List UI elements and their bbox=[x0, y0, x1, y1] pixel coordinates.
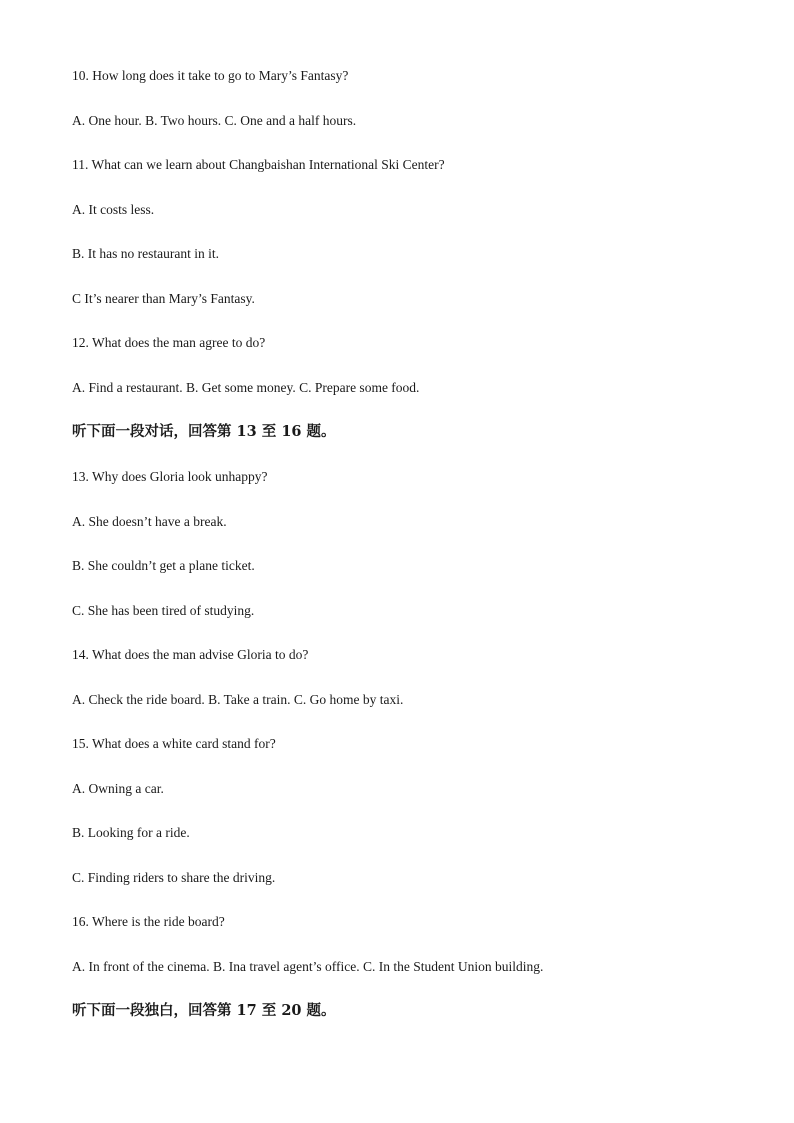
question-16-options: A. In front of the cinema. B. Ina travel agent’s office. C. In the Student Union building. bbox=[72, 959, 544, 974]
question-12: 12. What does the man agree to do? bbox=[72, 335, 266, 350]
question-15-option-a: A. Owning a car. bbox=[72, 781, 164, 796]
question-10-options: A. One hour. B. Two hours. C. One and a half hours. bbox=[72, 113, 357, 128]
question-15: 15. What does a white card stand for? bbox=[72, 736, 276, 751]
question-11-option-b: B. It has no restaurant in it. bbox=[72, 246, 219, 261]
question-11-option-c: C It’s nearer than Mary’s Fantasy. bbox=[72, 291, 255, 306]
question-15-option-c: C. Finding riders to share the driving. bbox=[72, 870, 276, 885]
question-15-option-b: B. Looking for a ride. bbox=[72, 825, 190, 840]
question-13: 13. Why does Gloria look unhappy? bbox=[72, 469, 268, 484]
question-11: 11. What can we learn about Changbaishan International Ski Center? bbox=[72, 157, 445, 172]
question-16: 16. Where is the ride board? bbox=[72, 914, 225, 929]
question-13-option-c: C. She has been tired of studying. bbox=[72, 603, 255, 618]
question-13-option-b: B. She couldn’t get a plane ticket. bbox=[72, 558, 255, 573]
question-10: 10. How long does it take to go to Mary’s Fantasy? bbox=[72, 68, 349, 83]
question-12-options: A. Find a restaurant. B. Get some money. C. Prepare some food. bbox=[72, 380, 420, 395]
question-14: 14. What does the man advise Gloria to do? bbox=[72, 647, 309, 662]
question-13-option-a: A. She doesn’t have a break. bbox=[72, 514, 227, 529]
section-heading-13-16: 听下面一段对话，回答第 13 至 16 题。 bbox=[72, 423, 336, 440]
question-14-options: A. Check the ride board. B. Take a train. C. Go home by taxi. bbox=[72, 692, 404, 707]
section-heading-17-20: 听下面一段独白，回答第 17 至 20 题。 bbox=[72, 1002, 336, 1019]
question-11-option-a: A. It costs less. bbox=[72, 202, 155, 217]
